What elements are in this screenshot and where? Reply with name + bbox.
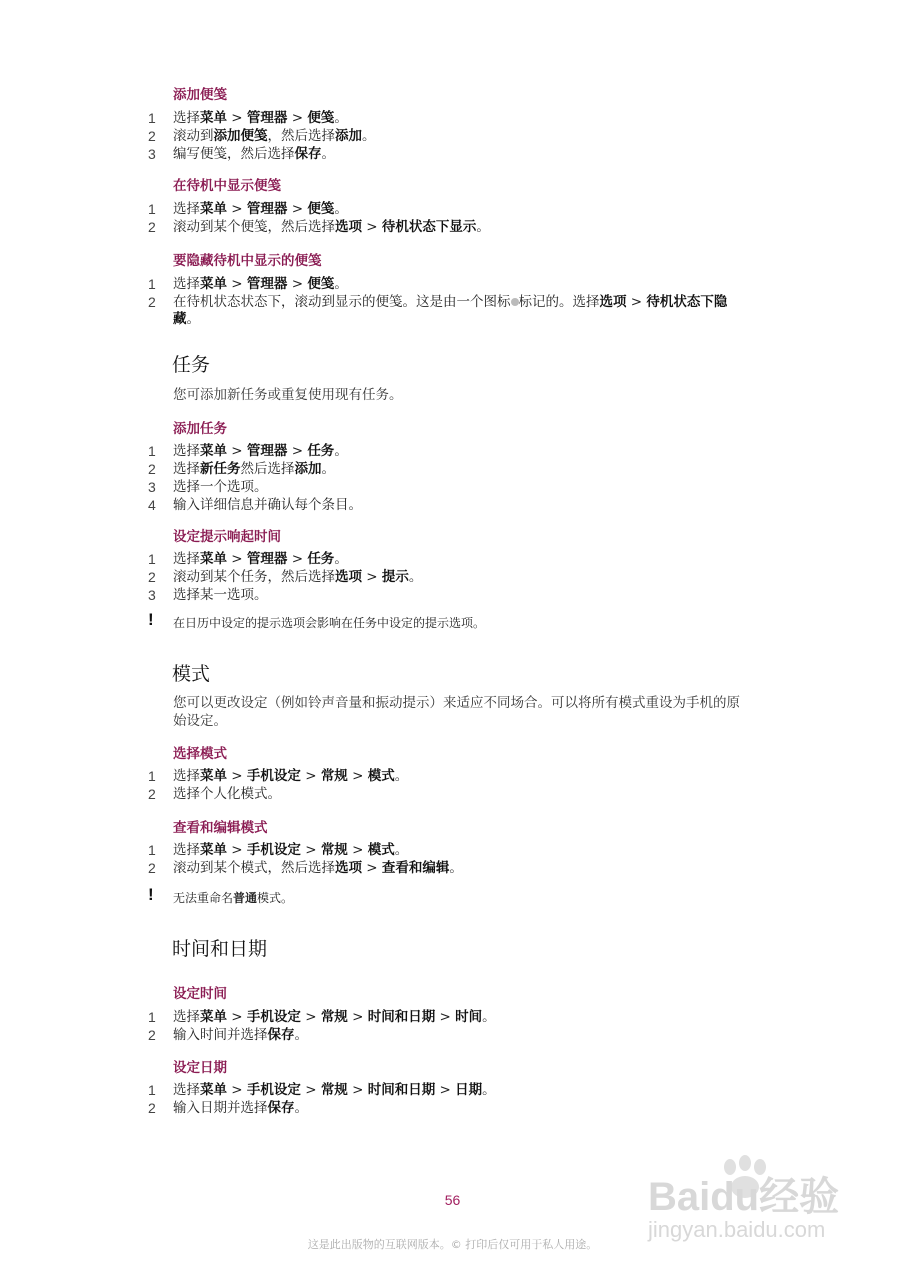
menu-term: 日期 (455, 1082, 483, 1098)
step-number: 1 (148, 551, 156, 567)
menu-term: 菜单 (200, 201, 227, 217)
menu-term: 菜单 (200, 1009, 227, 1025)
step-text: 选择个人化模式。 (173, 786, 281, 802)
step-number: 3 (148, 587, 156, 603)
step-number: 2 (148, 294, 156, 310)
step-number: 1 (148, 443, 156, 459)
exclamation-icon: ! (148, 610, 154, 629)
menu-term: 添加便笺 (213, 128, 268, 144)
step-number: 1 (148, 201, 156, 217)
step-text: 选择新任务然后选择添加。 (173, 461, 335, 477)
menu-term: 便笺 (307, 110, 335, 126)
step-text: 选择菜单 > 管理器 > 便笺。 (173, 110, 348, 126)
menu-term: 时间和日期 (367, 1082, 436, 1098)
note-icon (511, 298, 519, 306)
step-text: 选择菜单 > 管理器 > 便笺。 (173, 276, 348, 292)
menu-term: 菜单 (200, 768, 227, 784)
subheading-add-note: 添加便笺 (173, 87, 227, 103)
menu-term: 手机设定 (246, 842, 301, 858)
step-text: 在待机状态状态下，滚动到显示的便笺。这是由一个图标 标记的。选择选项 > 待机状态下隐藏。 (173, 294, 728, 327)
step-number: 1 (148, 276, 156, 292)
section-title-profiles: 模式 (172, 663, 211, 685)
step-text: 选择一个选项。 (173, 479, 268, 495)
menu-term: 便笺 (307, 201, 335, 217)
menu-term: 选项 (599, 294, 627, 310)
menu-term: 菜单 (200, 842, 227, 858)
menu-term: 模式 (367, 768, 395, 784)
menu-term: 时间和日期 (367, 1009, 436, 1025)
menu-term: 菜单 (200, 443, 227, 459)
step-text: 选择菜单 > 手机设定 > 常规 > 时间和日期 > 日期。 (173, 1082, 496, 1098)
menu-term: 待机状态下隐藏 (173, 294, 728, 327)
step-text: 选择菜单 > 手机设定 > 常规 > 时间和日期 > 时间。 (173, 1009, 496, 1025)
subheading-set-date: 设定日期 (173, 1060, 227, 1076)
menu-term: 选项 (335, 569, 362, 585)
step-number: 2 (148, 786, 156, 802)
tasks-note-text: 在日历中设定的提示选项会影响在任务中设定的提示选项。 (173, 616, 486, 630)
menu-term: 常规 (320, 1009, 348, 1025)
step-text: 输入时间并选择保存。 (173, 1027, 308, 1043)
step-text: 选择菜单 > 管理器 > 任务。 (173, 443, 348, 459)
step-number: 2 (148, 1027, 156, 1043)
menu-term: 模式 (367, 842, 395, 858)
menu-term: 提示 (381, 569, 409, 585)
step-number: 1 (148, 1009, 156, 1025)
step-text: 滚动到添加便笺，然后选择添加。 (173, 128, 376, 144)
menu-term: 便笺 (307, 276, 335, 292)
step-number: 1 (148, 768, 156, 784)
step-number: 3 (148, 146, 156, 162)
menu-term: 查看和编辑 (381, 860, 450, 876)
menu-term: 时间 (455, 1009, 483, 1025)
step-number: 1 (148, 1082, 156, 1098)
step-text: 选择菜单 > 手机设定 > 常规 > 模式。 (173, 842, 409, 858)
menu-term: 常规 (320, 842, 348, 858)
step-number: 2 (148, 128, 156, 144)
menu-term: 保存 (267, 1100, 295, 1116)
step-text: 选择某一选项。 (173, 587, 268, 603)
menu-term: 选项 (335, 219, 362, 235)
page-number: 56 (444, 1192, 461, 1208)
subheading-select-profile: 选择模式 (173, 746, 227, 762)
menu-term: 手机设定 (246, 1082, 301, 1098)
menu-term: 菜单 (200, 1082, 227, 1098)
section-title-datetime: 时间和日期 (172, 938, 268, 960)
menu-term: 任务 (307, 443, 335, 459)
step-number: 2 (148, 569, 156, 585)
step-number: 2 (148, 461, 156, 477)
step-number: 3 (148, 479, 156, 495)
menu-term: 保存 (294, 146, 322, 162)
menu-term: 菜单 (200, 276, 227, 292)
menu-term: 管理器 (246, 276, 288, 292)
menu-term: 添加 (294, 461, 322, 477)
step-text: 滚动到某个任务，然后选择选项 > 提示。 (173, 569, 423, 585)
menu-term: 普通 (233, 891, 258, 905)
subheading-show-standby: 在待机中显示便笺 (173, 178, 281, 194)
subheading-add-task: 添加任务 (173, 421, 227, 437)
menu-term: 菜单 (200, 110, 227, 126)
section-title-tasks: 任务 (172, 354, 211, 376)
profiles-note-text: 无法重命名普通模式。 (173, 891, 294, 905)
menu-term: 管理器 (246, 551, 288, 567)
step-text: 滚动到某个模式，然后选择选项 > 查看和编辑。 (173, 860, 463, 876)
menu-term: 菜单 (200, 551, 227, 567)
step-number: 2 (148, 1100, 156, 1116)
menu-term: 新任务 (200, 461, 241, 477)
subheading-reminder: 设定提示响起时间 (173, 529, 281, 545)
step-text: 选择菜单 > 手机设定 > 常规 > 模式。 (173, 768, 409, 784)
menu-term: 保存 (267, 1027, 295, 1043)
watermark-url: jingyan.baidu.com (648, 1217, 826, 1242)
footer-note: 这是此出版物的互联网版本。© 打印后仅可用于私人用途。 (307, 1238, 598, 1251)
step-number: 1 (148, 842, 156, 858)
subheading-hide-standby: 要隐藏待机中显示的便笺 (173, 253, 322, 269)
menu-term: 手机设定 (246, 768, 301, 784)
step-text: 滚动到某个便笺，然后选择选项 > 待机状态下显示。 (173, 219, 490, 235)
step-text: 输入详细信息并确认每个条目。 (173, 497, 362, 513)
menu-term: 任务 (307, 551, 335, 567)
menu-term: 手机设定 (246, 1009, 301, 1025)
baidu-watermark (640, 1155, 870, 1265)
watermark-brand: Baidu经验 (648, 1175, 840, 1219)
step-text: 输入日期并选择保存。 (173, 1100, 308, 1116)
step-number: 2 (148, 860, 156, 876)
menu-term: 管理器 (246, 443, 288, 459)
step-number: 1 (148, 110, 156, 126)
subheading-edit-profile: 查看和编辑模式 (173, 820, 268, 836)
step-text: 选择菜单 > 管理器 > 便笺。 (173, 201, 348, 217)
tasks-intro: 您可添加新任务或重复使用现有任务。 (173, 387, 403, 403)
step-number: 4 (148, 497, 156, 513)
step-text: 编写便笺，然后选择保存。 (173, 146, 335, 162)
menu-term: 常规 (320, 1082, 348, 1098)
menu-term: 待机状态下显示 (381, 219, 477, 235)
step-text: 选择菜单 > 管理器 > 任务。 (173, 551, 348, 567)
menu-term: 添加 (335, 128, 362, 144)
subheading-set-time: 设定时间 (173, 986, 227, 1002)
step-number: 2 (148, 219, 156, 235)
menu-term: 管理器 (246, 201, 288, 217)
menu-term: 管理器 (246, 110, 288, 126)
menu-term: 选项 (335, 860, 362, 876)
profiles-intro: 您可以更改设定（例如铃声音量和振动提示）来适应不同场合。可以将所有模式重设为手机的原始设定。 (173, 695, 740, 729)
menu-term: 常规 (320, 768, 348, 784)
exclamation-icon: ! (148, 885, 154, 904)
